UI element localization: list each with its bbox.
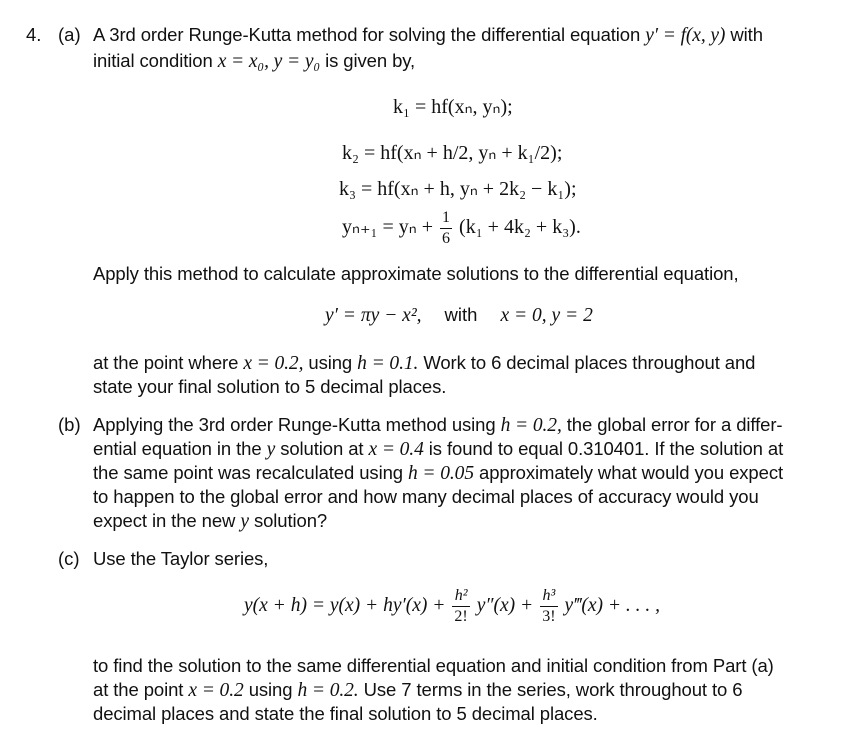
part-c-line-1: to find the solution to the same differential equation and initial condition from Part (a) — [93, 655, 774, 676]
part-b-line-1: Applying the 3rd order Runge-Kutta method using h = 0.2, the global error for a differ- — [93, 414, 783, 436]
taylor-series: y(x + h) = y(x) + hy′(x) + $\frac{\text{h²}}{2!}$ y″(x) + $\frac{\text{h³}}{3!}$ y‴(x) + . . . , — [244, 587, 661, 625]
part-c-line-3: decimal places and state the final solution to 5 decimal places. — [93, 703, 598, 724]
part-b-line-3: the same point was recalculated using h = 0.05 approximately what would you expect — [93, 462, 784, 484]
part-a-point-line-2: state your final solution to 5 decimal places. — [93, 376, 447, 397]
specific-ode: y′ = πy − x², with x = 0, y = 2 — [325, 304, 593, 326]
fraction-one-sixth: $\frac{1}{6}$ — [442, 209, 451, 247]
part-b-line-2: ential equation in the y solution at x = 0.4 is found to equal 0.310401. If the solution at — [93, 438, 784, 460]
part-c-line-2: at the point x = 0.2 using h = 0.2. Use 7 terms in the series, work throughout to 6 — [93, 679, 743, 701]
part-c-intro: Use the Taylor series, — [93, 548, 269, 569]
ode-general: y′ = f(x, y) — [645, 25, 726, 46]
question-number: 4. — [26, 24, 42, 45]
part-a-point-line-1: at the point where x = 0.2, using h = 0.1. Work to 6 decimal places throughout and — [93, 352, 756, 374]
part-c-label: (c) — [58, 548, 80, 569]
initial-condition-general: x = x₀, y = y₀ — [217, 51, 321, 72]
part-a-label: (a) — [58, 24, 81, 45]
equation-k2: k₂ = hf(xₙ + h/2, yₙ + k₁/2); — [342, 142, 563, 164]
part-a-intro-line-1: A 3rd order Runge-Kutta method for solving the differential equation y′ = f(x, y) with — [93, 24, 763, 46]
part-b-line-4: to happen to the global error and how many decimal places of accuracy would you — [93, 486, 759, 507]
equation-k1: k₁ = hf(xₙ, yₙ); — [393, 96, 513, 118]
equation-k3: k₃ = hf(xₙ + h, yₙ + 2k₂ − k₁); — [339, 178, 577, 200]
fraction-h3-over-3-factorial: $\frac{\text{h³}}{3!}$ — [542, 587, 556, 625]
equation-y-next: yₙ₊₁ = yₙ + $\frac{1}{6}$ (k₁ + 4k₂ + k₃). — [342, 209, 581, 247]
part-b-line-5: expect in the new y solution? — [93, 510, 328, 532]
part-b-label: (b) — [58, 414, 81, 435]
part-a-intro-line-2: initial condition x = x₀, y = y₀ is given by, — [93, 50, 416, 72]
apply-instruction: Apply this method to calculate approximate solutions to the differential equation, — [93, 263, 739, 284]
fraction-h2-over-2-factorial: $\frac{\text{h²}}{2!}$ — [454, 587, 468, 625]
